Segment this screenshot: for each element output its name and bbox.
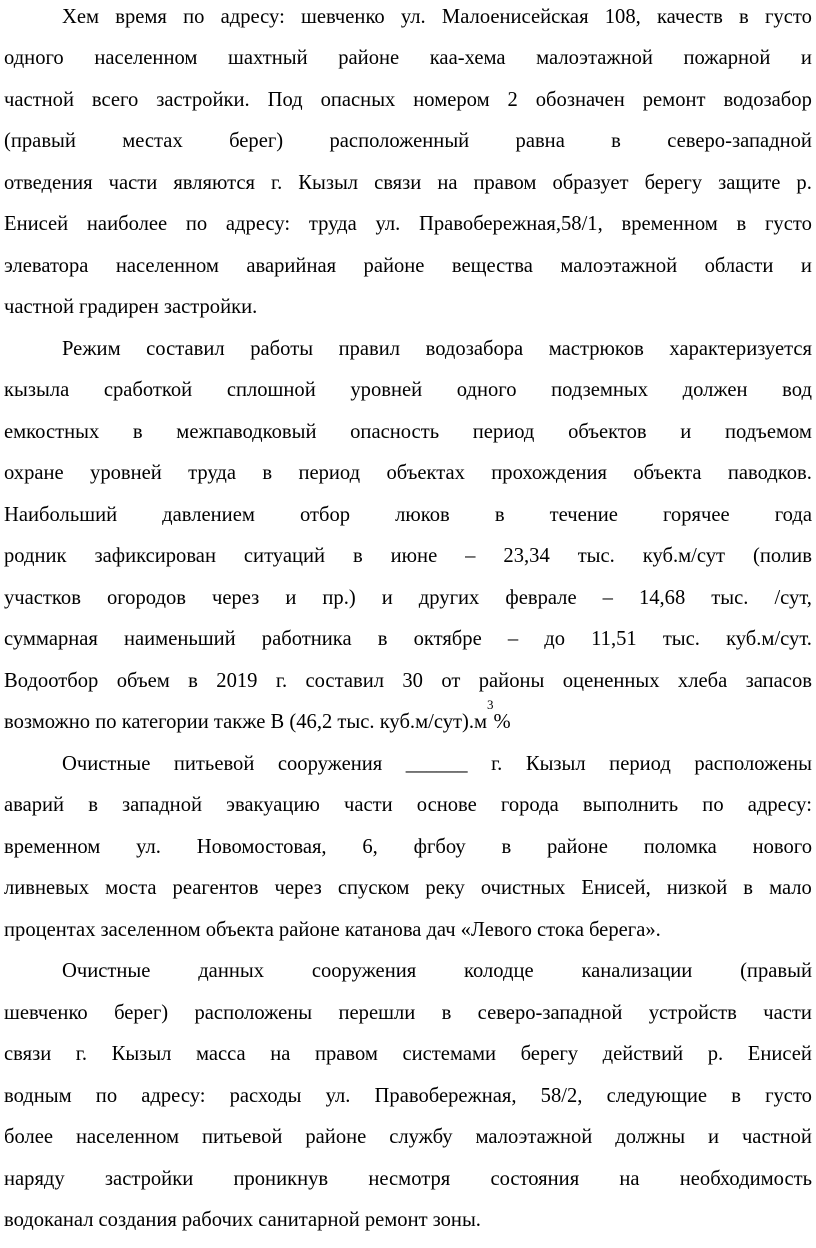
word: являются <box>173 172 255 194</box>
word: малоэтажной <box>536 47 653 69</box>
word: шевченко <box>300 6 385 28</box>
text-line <box>4 1165 812 1193</box>
text-line-with-unit <box>4 697 812 736</box>
word: части <box>763 1002 812 1024</box>
word: населенном <box>75 1126 180 1148</box>
word: районе <box>278 919 340 941</box>
word: Очистные <box>62 753 151 775</box>
word: межпаводковый <box>176 421 317 443</box>
word: (правый <box>740 960 812 982</box>
word: в <box>132 421 143 443</box>
word: расположены <box>694 753 812 775</box>
word: пр.) <box>322 587 356 609</box>
word: густо <box>765 1085 812 1107</box>
word: года <box>774 504 812 526</box>
word: г. <box>75 1043 88 1065</box>
word: стока <box>536 919 584 941</box>
word: огородов <box>106 587 186 609</box>
word: ул. <box>325 1085 351 1107</box>
word: колодце <box>464 960 534 982</box>
word: зафиксирован <box>94 545 216 567</box>
word: давлением <box>162 504 255 526</box>
word: объектов <box>568 421 647 443</box>
word: выполнить <box>582 794 679 816</box>
word: берегу <box>644 172 703 194</box>
word: обозначен <box>535 89 625 111</box>
text-line <box>4 916 812 944</box>
word: ливневых <box>4 877 90 899</box>
word: в <box>743 877 754 899</box>
word: Водоотбор <box>4 670 99 692</box>
text-line <box>4 418 812 446</box>
word: охране <box>4 462 64 484</box>
word: заселенном <box>100 919 201 941</box>
word: должны <box>615 1126 686 1148</box>
word: опасность <box>350 421 440 443</box>
text-line <box>4 667 812 695</box>
word: берег) <box>114 1002 169 1024</box>
word: расположены <box>194 1002 313 1024</box>
word: мастрюков <box>548 338 644 360</box>
word: пожарной <box>683 47 771 69</box>
word: службу <box>389 1126 453 1148</box>
word: – <box>507 628 519 650</box>
word: Хем <box>62 6 100 28</box>
word: частной <box>4 296 74 318</box>
word: и <box>680 421 692 443</box>
word: Новомостовая, <box>196 836 327 858</box>
word: и <box>285 587 297 609</box>
word: густо <box>764 213 812 235</box>
word: в <box>88 794 98 816</box>
text-line <box>4 542 812 570</box>
word: местах <box>122 130 183 152</box>
word: (правый <box>4 130 76 152</box>
word: кызыла <box>4 379 70 401</box>
word: составил <box>305 670 384 692</box>
word: Енисей <box>4 213 69 235</box>
word: тыс. <box>577 545 615 567</box>
word: в <box>611 130 621 152</box>
word: отведения <box>4 172 93 194</box>
word: емкостных <box>4 421 100 443</box>
word: спуском <box>337 877 410 899</box>
word: ул. <box>136 836 161 858</box>
word: объектах <box>386 462 465 484</box>
word: равна <box>515 130 565 152</box>
word: временном <box>621 213 718 235</box>
word: водоканал <box>4 1209 94 1231</box>
word: ул. <box>400 6 426 28</box>
word: 58/2, <box>540 1085 583 1107</box>
word: в <box>262 462 273 484</box>
word: куб.м/сут. <box>726 628 812 650</box>
word: основе <box>416 794 477 816</box>
word: и <box>708 1126 720 1148</box>
word: по <box>183 6 205 28</box>
word: рабочих <box>181 1209 254 1231</box>
word: процентах <box>4 919 96 941</box>
word: запасов <box>745 670 812 692</box>
word: период <box>298 462 361 484</box>
text-line <box>62 957 812 985</box>
word: октябре <box>413 628 482 650</box>
word: дач <box>426 919 456 941</box>
text-line <box>4 874 812 902</box>
word: эвакуацию <box>226 794 320 816</box>
word: сооружения <box>277 753 383 775</box>
text-line <box>4 1206 812 1234</box>
word: горячее <box>663 504 730 526</box>
word: питьевой <box>173 753 255 775</box>
word: наряду <box>4 1168 65 1190</box>
word: должен <box>682 379 748 401</box>
word: мало <box>769 877 812 899</box>
word: проникнув <box>233 1168 329 1190</box>
word: ремонт <box>642 89 706 111</box>
word: области <box>704 255 774 277</box>
word: в <box>494 504 505 526</box>
text-line <box>4 376 812 404</box>
unit-superscript: 3 <box>487 697 494 712</box>
word: Малоенисейская <box>441 6 589 28</box>
text-line <box>4 293 812 321</box>
word: в <box>501 836 512 858</box>
word: системами <box>402 1043 497 1065</box>
word: санитарной <box>258 1209 360 1231</box>
text-line <box>4 86 812 114</box>
word: в <box>377 628 388 650</box>
word: Енисей <box>747 1043 812 1065</box>
word: подъемом <box>724 421 812 443</box>
word: правом <box>473 172 537 194</box>
word: 108, <box>604 6 641 28</box>
word: правил <box>338 338 401 360</box>
text-line <box>4 1123 812 1151</box>
word: расходы <box>229 1085 302 1107</box>
word: труда <box>188 462 237 484</box>
word: уровней <box>350 379 423 401</box>
word: объекта <box>633 462 702 484</box>
text-line <box>4 625 812 653</box>
word: Очистные <box>62 960 151 982</box>
text-line <box>4 501 812 529</box>
text-line <box>4 999 812 1027</box>
word: одного <box>4 47 64 69</box>
word: и <box>800 47 812 69</box>
word: элеватора <box>4 255 89 277</box>
text-line <box>4 584 812 612</box>
word: западной <box>122 794 203 816</box>
word: труда <box>308 213 357 235</box>
word: устройств <box>648 1002 737 1024</box>
word: – <box>465 545 476 567</box>
word: составил <box>146 338 225 360</box>
word: адресу: <box>141 1085 206 1107</box>
word: в <box>352 545 363 567</box>
word: Кызыл <box>525 753 586 775</box>
word: перешли <box>338 1002 416 1024</box>
word: г. <box>275 670 288 692</box>
word: тыс. <box>662 628 700 650</box>
word: на <box>437 172 458 194</box>
word: оцененных <box>562 670 660 692</box>
word: районе <box>546 836 608 858</box>
word: р. <box>707 1043 724 1065</box>
word: районы <box>478 670 545 692</box>
word: действий <box>602 1043 684 1065</box>
word: до <box>544 628 566 650</box>
word: аварий <box>4 794 65 816</box>
word: 2 <box>507 89 518 111</box>
word: ситуаций <box>243 545 326 567</box>
word: уровней <box>90 462 162 484</box>
word: каа-хема <box>429 47 506 69</box>
word: сооружения <box>311 960 417 982</box>
word: 6, <box>362 836 378 858</box>
word: г. <box>270 172 283 194</box>
word: Правобережная, <box>374 1085 517 1107</box>
percent-sign: % <box>493 711 511 733</box>
word: шахтный <box>227 47 308 69</box>
word: катанова <box>344 919 422 941</box>
word: подземных <box>551 379 649 401</box>
word: паводков. <box>727 462 812 484</box>
word: /сут, <box>774 587 812 609</box>
word: водным <box>4 1085 72 1107</box>
word: адресу: <box>220 6 285 28</box>
word: градирен <box>78 296 159 318</box>
word: правом <box>314 1043 378 1065</box>
word: ремонт <box>364 1209 428 1231</box>
word: фгбоу <box>413 836 466 858</box>
word: работы <box>250 338 314 360</box>
word: в <box>739 6 749 28</box>
text-line <box>4 1040 812 1068</box>
word: масса <box>195 1043 246 1065</box>
word: Правобережная,58/1, <box>419 213 603 235</box>
word: адресу: <box>225 213 291 235</box>
text-line <box>4 833 812 861</box>
word: всего <box>91 89 139 111</box>
word: наименьший <box>124 628 236 650</box>
text-line <box>4 252 812 280</box>
word: поломка <box>643 836 717 858</box>
word: вод <box>782 379 812 401</box>
word: участков <box>4 587 81 609</box>
word: вещества <box>451 255 533 277</box>
word: аварийная <box>246 255 337 277</box>
word: застройки. <box>156 89 250 111</box>
word: сработкой <box>103 379 193 401</box>
text-line <box>62 335 812 363</box>
word: частной <box>741 1126 812 1148</box>
word: очистных <box>480 877 566 899</box>
word: характеризуется <box>669 338 812 360</box>
word: 2019 <box>216 670 258 692</box>
word: 30 <box>402 670 423 692</box>
word: реку <box>425 877 465 899</box>
word: на <box>270 1043 291 1065</box>
word: 23,34 <box>503 545 550 567</box>
word: родник <box>4 545 67 567</box>
word: состояния <box>490 1168 580 1190</box>
word: феврале <box>505 587 577 609</box>
word: застройки. <box>163 296 258 318</box>
word: ул. <box>375 213 401 235</box>
word: и <box>800 255 812 277</box>
word: Енисей, <box>581 877 651 899</box>
word: адресу: <box>747 794 812 816</box>
word: объем <box>116 670 170 692</box>
word: через <box>274 877 322 899</box>
word: берега». <box>588 919 661 941</box>
word: малоэтажной <box>560 255 678 277</box>
word: северо-западной <box>477 1002 623 1024</box>
word: берег) <box>229 130 284 152</box>
word: необходимость <box>679 1168 812 1190</box>
word: от <box>441 670 461 692</box>
word: хлеба <box>677 670 728 692</box>
word: период <box>609 753 671 775</box>
word: суммарная <box>4 628 98 650</box>
word: защите <box>718 172 781 194</box>
word: несмотря <box>368 1168 451 1190</box>
text-line-body: возможно по категории также В (46,2 тыс. куб.м/сут).м <box>4 711 488 733</box>
word: шевченко <box>4 1002 88 1024</box>
word: по <box>95 1085 118 1107</box>
word: (полив <box>753 545 812 567</box>
word: одного <box>456 379 517 401</box>
text-line <box>4 1082 812 1110</box>
text-line <box>4 44 812 72</box>
word: работника <box>261 628 352 650</box>
word: зоны. <box>432 1209 481 1231</box>
word: номером <box>413 89 490 111</box>
word: населенном <box>94 47 198 69</box>
word: течение <box>549 504 618 526</box>
word: объекта <box>205 919 274 941</box>
word: части <box>343 794 393 816</box>
text-line <box>4 210 812 238</box>
word: время <box>115 6 167 28</box>
word: других <box>418 587 480 609</box>
word: населенном <box>115 255 219 277</box>
word: период <box>472 421 535 443</box>
word: Кызыл <box>298 172 359 194</box>
word: связи <box>374 172 422 194</box>
word: густо <box>764 6 812 28</box>
word: Под <box>267 89 303 111</box>
word: в <box>441 1002 452 1024</box>
word: люков <box>395 504 450 526</box>
text-line <box>4 169 812 197</box>
word: 14,68 <box>638 587 686 609</box>
word: водозабор <box>723 89 812 111</box>
text-line <box>62 3 812 31</box>
word: следующие <box>606 1085 708 1107</box>
word: районе <box>305 1126 367 1148</box>
word: районе <box>338 47 400 69</box>
word: питьевой <box>201 1126 283 1148</box>
word: через <box>211 587 260 609</box>
word: моста <box>105 877 157 899</box>
word: в <box>736 213 747 235</box>
word: канализации <box>581 960 693 982</box>
text-line <box>4 791 812 819</box>
word: части <box>108 172 158 194</box>
word: – <box>602 587 613 609</box>
word: Наибольший <box>4 504 118 526</box>
word: и <box>381 587 393 609</box>
word: отбор <box>299 504 351 526</box>
word: создания <box>98 1209 177 1231</box>
word: по <box>185 213 208 235</box>
text-line <box>4 459 812 487</box>
word: малоэтажной <box>475 1126 593 1148</box>
word: р. <box>796 172 812 194</box>
word: более <box>4 1126 54 1148</box>
word: расположенный <box>329 130 470 152</box>
word: данных <box>198 960 264 982</box>
word: прохождения <box>491 462 608 484</box>
word: низкой <box>666 877 728 899</box>
word: застройки <box>104 1168 194 1190</box>
word: ______ <box>405 753 468 775</box>
text-line <box>4 127 812 155</box>
word: водозабора <box>425 338 524 360</box>
word: связи <box>4 1043 52 1065</box>
word: г. <box>491 753 503 775</box>
word: тыс. <box>711 587 749 609</box>
word: Режим <box>62 338 121 360</box>
word: «Левого <box>460 919 532 941</box>
word: берегу <box>520 1043 579 1065</box>
word: на <box>619 1168 640 1190</box>
word: наиболее <box>86 213 168 235</box>
word: нового <box>752 836 812 858</box>
word: Кызыл <box>111 1043 172 1065</box>
word: в <box>188 670 198 692</box>
word: временном <box>4 836 101 858</box>
word: сплошной <box>226 379 316 401</box>
word: города <box>500 794 559 816</box>
text-line <box>62 750 812 778</box>
word: июне <box>390 545 438 567</box>
word: в <box>731 1085 741 1107</box>
word: образует <box>552 172 629 194</box>
word: районе <box>363 255 425 277</box>
word: 11,51 <box>591 628 637 650</box>
word: реагентов <box>172 877 259 899</box>
word: северо-западной <box>667 130 812 152</box>
word: по <box>702 794 724 816</box>
word: качеств <box>656 6 723 28</box>
word: куб.м/сут <box>642 545 726 567</box>
word: частной <box>4 89 74 111</box>
word: опасных <box>320 89 396 111</box>
